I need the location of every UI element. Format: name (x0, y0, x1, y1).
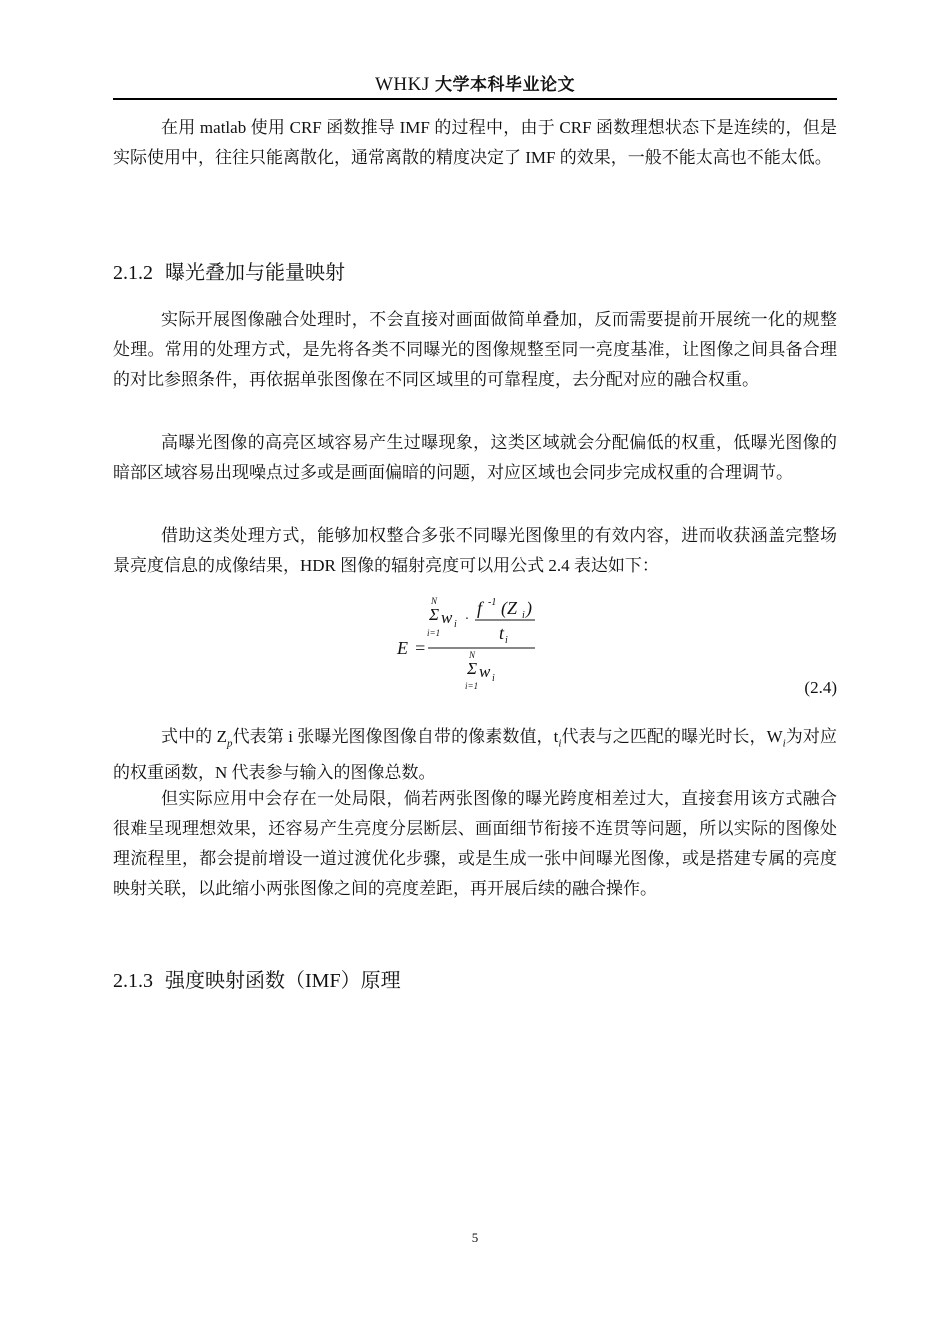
p5-sub-i-t: i (558, 737, 562, 750)
eq-arg-close: ) (526, 598, 532, 618)
paragraph-fusion-normalization: 实际开展图像融合处理时，不会直接对画面做简单叠加，反而需要提前开展统一化的规整处理。常用的处理方式，是先将各类不同曝光的图像规整至同一亮度基准，让图像之间具备合理的对比参照条件，再依据单张图像在不同区域里的可靠程度，去分配对应的融合权重。 (113, 310, 837, 389)
eq-weight-top: w (441, 608, 453, 627)
section-heading-2-1-2 (113, 256, 345, 285)
eq-func: f (477, 598, 483, 618)
section-number: 2.1.2 (113, 262, 153, 284)
eq-time-sub: i (505, 635, 508, 646)
eq-equals: = (414, 638, 427, 658)
eq-arg-sub: i (522, 610, 525, 621)
equation-graphic (395, 596, 545, 696)
section-title: 强度映射函数（IMF）原理 (165, 970, 401, 992)
eq-weight-bottom: w (479, 662, 491, 681)
p5-text-a: 式中的 Z (161, 727, 227, 746)
paragraph-hdr-radiance: 借助这类处理方式，能够加权整合多张不同曝光图像里的有效内容，进而收获涵盖完整场景亮度信息的成像结果，HDR 图像的辐射亮度可以用公式 2.4 表达如下： (113, 526, 837, 575)
page-header (113, 70, 837, 98)
eq-sum-top: Σ (429, 605, 440, 624)
eq-func-sup: -1 (488, 597, 497, 608)
eq-sum-bottom: Σ (467, 659, 478, 678)
page-number: 5 (471, 1230, 479, 1245)
section-heading-2-1-3 (113, 964, 401, 993)
eq-lower-limit-bottom: i=1 (465, 681, 479, 691)
equation-2-4 (395, 596, 545, 696)
paragraph-weight-adjustment: 高曝光图像的高亮区域容易产生过曝现象，这类区域就会分配偏低的权重，低曝光图像的暗部区域容易出现噪点过多或是画面偏暗的问题，对应区域也会同步完成权重的合理调节。 (113, 433, 837, 482)
paragraph-crf-discretization: 在用 matlab 使用 CRF 函数推导 IMF 的过程中，由于 CRF 函数理想状态下是连续的，但是实际使用中，往往只能离散化，通常离散的精度决定了 IMF 的效果，一般不能太高也不能太低。 (113, 118, 837, 167)
p5-text-c: 代表与之匹配的曝光时长，W (561, 727, 783, 746)
eq-upper-limit-top: N (431, 596, 438, 606)
header-rule (113, 98, 837, 100)
eq-weight-sub-top: i (454, 619, 457, 630)
eq-weight-sub-bottom: i (492, 673, 495, 684)
section-title: 曝光叠加与能量映射 (165, 262, 345, 284)
section-number: 2.1.3 (113, 970, 153, 992)
paragraph-limitation: 但实际应用中会存在一处局限，倘若两张图像的曝光跨度相差过大，直接套用该方式融合很难呈现理想效果，还容易产生亮度分层断层、画面细节衔接不连贯等问题，所以实际的图像处理流程里，都会提前增设一道过渡优化步骤，或是生成一张中间曝光图像，或是搭建专属的亮度映射关联，以此缩小两张图像之间的亮度差距，再开展后续的融合操作。 (113, 789, 837, 898)
p5-sub-p: p (227, 737, 233, 750)
paragraph-variable-definitions (113, 722, 837, 788)
header-latin: WHKJ (374, 74, 430, 95)
p5-text-b: 代表第 i 张曝光图像图像自带的像素数值，t (232, 727, 559, 746)
eq-time: t (499, 623, 505, 643)
eq-lower-limit-top: i=1 (427, 628, 441, 638)
eq-dot: · (465, 612, 469, 627)
eq-upper-limit-bottom: N (469, 650, 476, 660)
eq-lhs: E (397, 638, 408, 658)
equation-number: (2.4) (804, 678, 837, 697)
p5-text-d: 为对应的权重函数，N 代表参与输入的图像总数。 (113, 727, 837, 783)
header-title: 大学本科毕业论文 (435, 75, 576, 95)
eq-arg-open: (Z (501, 598, 518, 618)
p5-sub-i-w: i (782, 737, 786, 750)
